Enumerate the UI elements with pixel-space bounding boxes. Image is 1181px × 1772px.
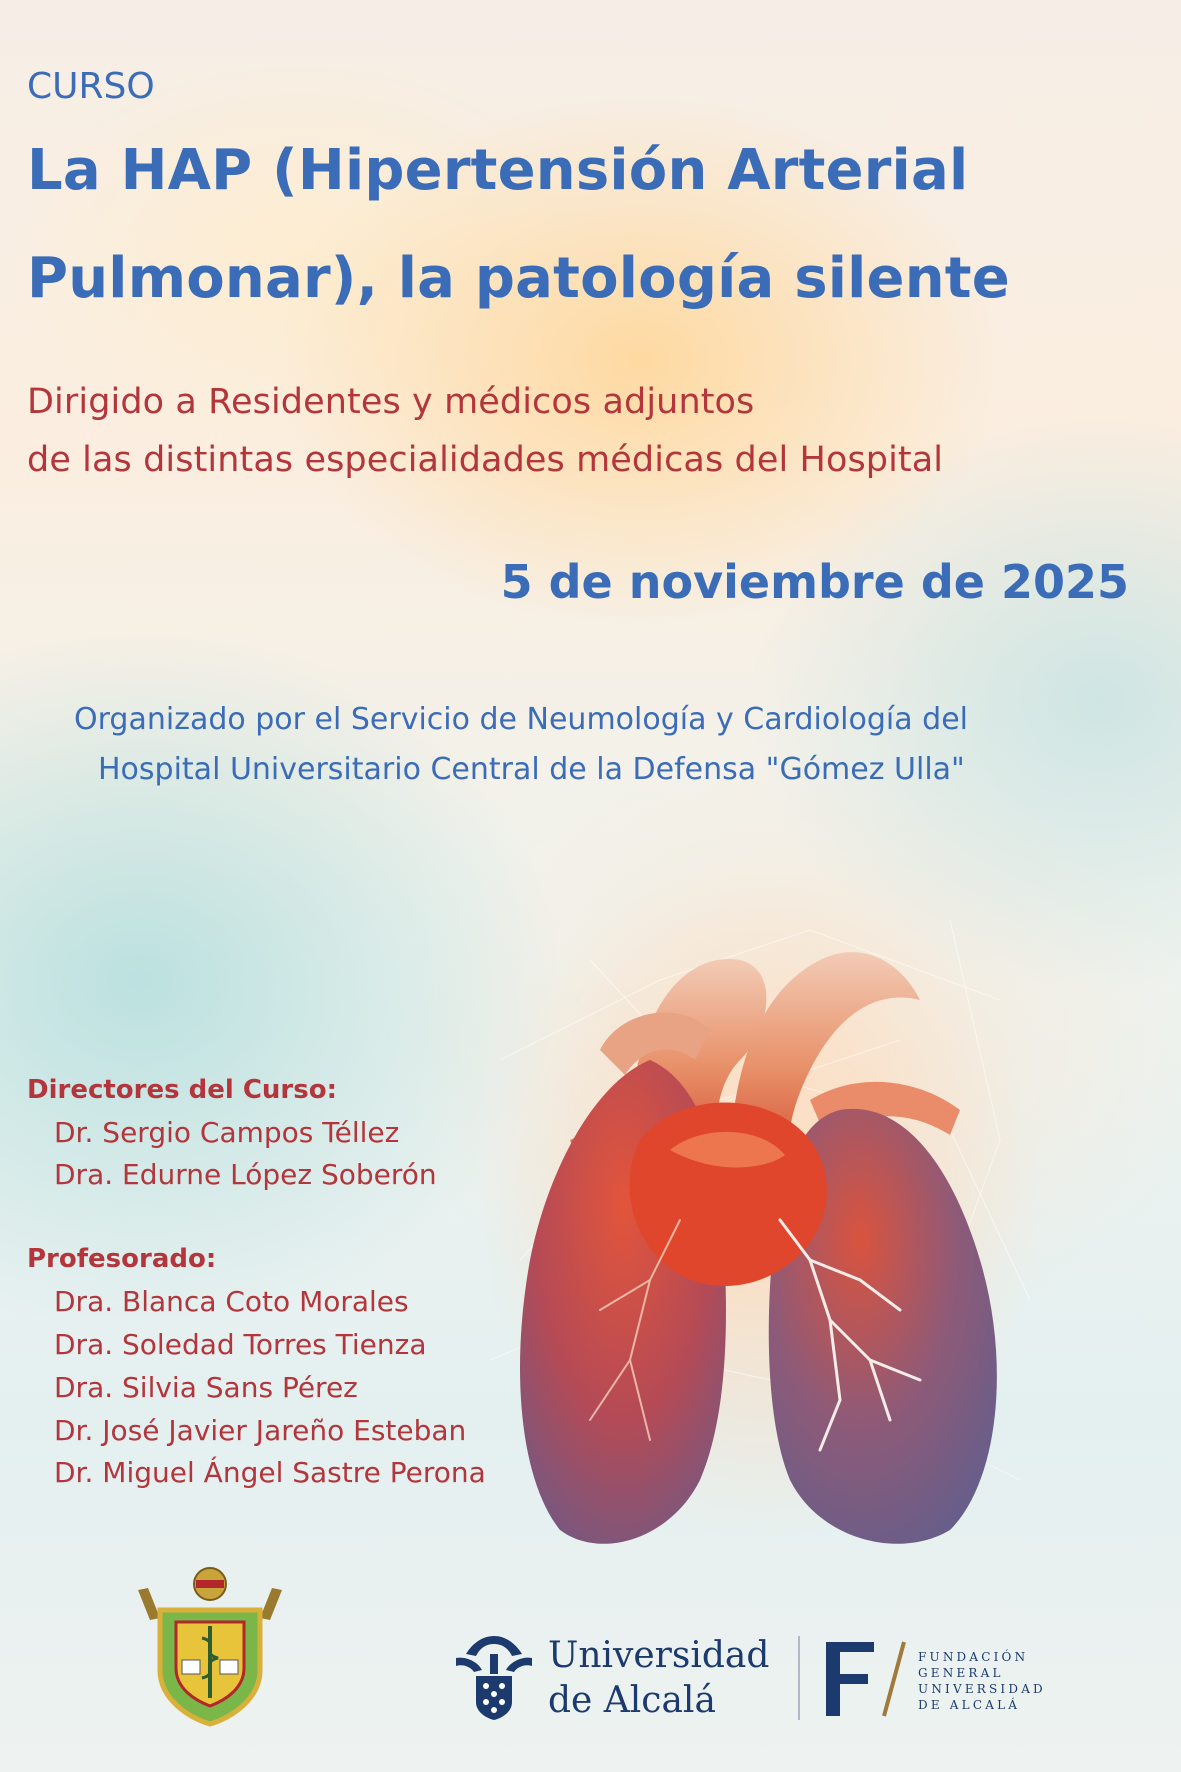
foundation-text-line: DE ALCALÁ bbox=[918, 1698, 1021, 1712]
military-health-crest-icon bbox=[130, 1560, 290, 1730]
university-name-line-1: Universidad bbox=[548, 1635, 770, 1676]
university-name-line-2: de Alcalá bbox=[548, 1680, 716, 1721]
course-date: 5 de noviembre de 2025 bbox=[500, 555, 1129, 609]
title-line-2: Pulmonar), la patología silente bbox=[27, 246, 1010, 311]
organizer-line-1: Organizado por el Servicio de Neumología y Cardiología del bbox=[74, 702, 968, 737]
kicker: CURSO bbox=[27, 66, 155, 107]
faculty-name: Dra. Soledad Torres Tienza bbox=[54, 1328, 427, 1361]
directors-heading: Directores del Curso: bbox=[27, 1075, 337, 1105]
audience-line-1: Dirigido a Residentes y médicos adjuntos bbox=[27, 382, 755, 422]
title-line-1: La HAP (Hipertensión Arterial bbox=[27, 138, 969, 203]
heart-lungs-illustration bbox=[480, 840, 1040, 1560]
logo-divider bbox=[798, 1636, 800, 1720]
faculty-name: Dr. José Javier Jareño Esteban bbox=[54, 1414, 467, 1447]
faculty-name: Dr. Miguel Ángel Sastre Perona bbox=[54, 1456, 486, 1489]
director-name: Dr. Sergio Campos Téllez bbox=[54, 1116, 400, 1149]
foundation-text-line: FUNDACIÓN bbox=[918, 1650, 1029, 1664]
faculty-name: Dra. Silvia Sans Pérez bbox=[54, 1371, 358, 1404]
foundation-text-line: UNIVERSIDAD bbox=[918, 1682, 1046, 1696]
director-name: Dra. Edurne López Soberón bbox=[54, 1158, 437, 1191]
university-crest-icon bbox=[452, 1632, 536, 1722]
organizer-line-2: Hospital Universitario Central de la Defensa "Gómez Ulla" bbox=[98, 752, 965, 787]
faculty-name: Dra. Blanca Coto Morales bbox=[54, 1285, 409, 1318]
faculty-heading: Profesorado: bbox=[27, 1244, 217, 1274]
foundation-f-icon bbox=[822, 1638, 908, 1720]
foundation-text-line: GENERAL bbox=[918, 1666, 1004, 1680]
audience-line-2: de las distintas especialidades médicas del Hospital bbox=[27, 440, 944, 480]
